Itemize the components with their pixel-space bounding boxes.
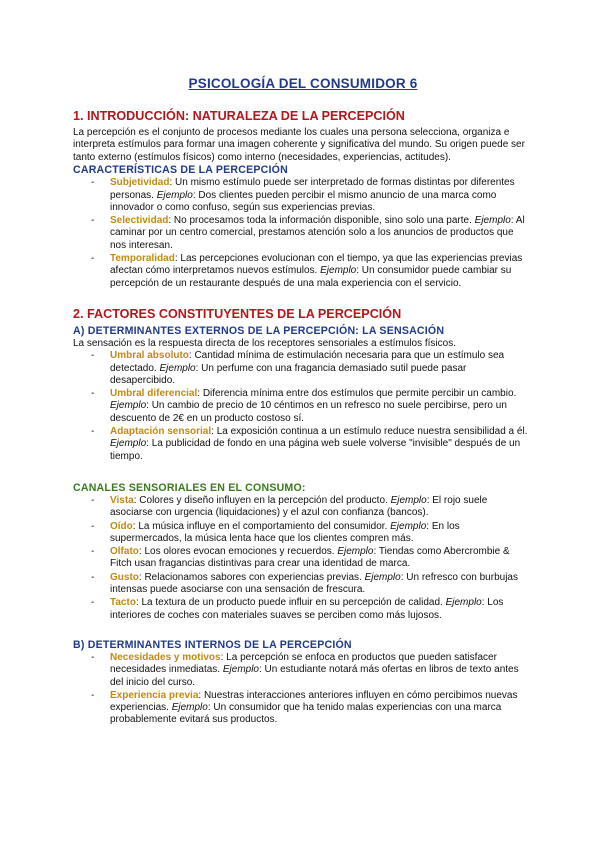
term-description: : Las percepciones evolucionan con el tiempo, ya que las experiencias previas afectan cómo interpretamos nuevos estímulos. [110,253,523,277]
example-text: : Los interiores de coches con materiales suaves se perciben como más lujosos. [110,597,504,621]
bullet-dash: - [91,689,95,701]
term-label: Umbral diferencial [110,388,198,400]
example-label: Ejemplo [320,265,357,277]
example-text: : Un perfume con una fragancia demasiado sutil puede pasar desapercibido. [110,362,467,386]
example-text: : Dos clientes pueden percibir el mismo anuncio de una marca como innovador o como confuso, según sus experiencias previas. [110,189,497,213]
document-title: PSICOLOGÍA DEL CONSUMIDOR 6 [188,76,418,91]
list-item [91,494,533,520]
example-label: Ejemplo [110,400,147,412]
example-label: Ejemplo [222,664,259,676]
example-text: : Al caminar por un centro comercial, prestamos atención solo a los anuncios de productos que nos interesan. [110,215,525,251]
term-label: Umbral absoluto [110,350,189,362]
characteristics-list [73,177,533,290]
example-label: Ejemplo [110,438,147,450]
term-description: : No procesamos toda la información disponible, sino solo una parte. [168,215,475,227]
term-description: : La percepción se enfoca en productos que pueden satisfacer necesidades inmediatas. [110,651,497,676]
term-description: : Colores y diseño influyen en la percepción del producto. [133,494,391,506]
internal-determinants-heading: B) DETERMINANTES INTERNOS DE LA PERCEPCIÓN [73,638,352,651]
document-page [73,76,533,728]
example-label: Ejemplo [390,494,427,506]
term-description: : La música influye en el comportamiento del consumidor. [132,520,391,532]
example-text: : En los supermercados, la música lenta hace que los clientes compren más. [110,520,460,544]
example-label: Ejemplo [337,546,374,558]
term-label: Olfato [110,546,139,558]
example-label: Ejemplo [474,215,511,227]
term-label: Temporalidad [110,253,175,264]
sensation-list [73,350,533,463]
bullet-dash: - [91,520,95,532]
example-text: : Un cambio de precio de 10 céntimos en un refresco no suele percibirse, pero un descuento de 2€ en un producto costoso sí. [110,400,507,424]
bullet-dash: - [91,177,95,189]
list-item [91,253,533,290]
example-text: : La publicidad de fondo en una página web suele volverse "invisible" después de un tiempo. [110,438,521,462]
term-label: Oído [110,520,133,532]
example-text: : Un estudiante notará más ofertas en libros de texto antes del inicio del curso. [110,664,519,688]
term-label: Selectividad [110,215,169,227]
list-item [91,546,533,571]
bullet-dash: - [91,571,95,583]
term-description: : Los olores evocan emociones y recuerdos. [138,546,338,558]
example-label: Ejemplo [159,362,196,374]
bullet-dash: - [91,651,95,663]
term-description: : La textura de un producto puede influir en su percepción de calidad. [135,597,446,609]
section-2-heading: 2. FACTORES CONSTITUYENTES DE LA PERCEPCIÓN [73,306,402,321]
term-description: : Diferencia mínima entre dos estímulos que permite percibir un cambio. [197,388,517,400]
term-description: : La exposición continua a un estímulo reduce nuestra sensibilidad a él. [211,426,528,438]
list-item [91,689,533,727]
example-text: : Un consumidor que ha tenido malas experiencias con una marca probablemente evitará sus productos. [110,702,502,726]
term-description: : Cantidad mínima de estimulación necesaria para que un estímulo sea detectado. [110,350,505,374]
bullet-dash: - [91,546,95,558]
example-label: Ejemplo [445,597,482,609]
sensory-channels-heading: CANALES SENSORIALES EN EL CONSUMO: [73,481,306,494]
term-label: Tacto [110,597,136,609]
bullet-dash: - [91,253,95,264]
bullet-dash: - [91,597,95,609]
bullet-dash: - [91,388,95,400]
term-label: Adaptación sensorial [110,426,212,438]
bullet-dash: - [91,426,95,438]
example-label: Ejemplo [390,520,427,532]
list-item [91,426,533,463]
list-item [91,388,533,425]
example-text: : Un refresco con burbujas intensas puede asociarse con una sensación de frescura. [110,571,518,596]
list-item [91,520,533,546]
term-label: Necesidades y motivos [110,651,221,663]
bullet-dash: - [91,215,95,227]
section-2-intro: La sensación es la respuesta directa de los receptores sensoriales a estímulos físicos. [73,337,456,349]
example-text: : El rojo suele asociarse con urgencia (liquidaciones) y el azul con confianza (bancos). [110,494,488,519]
section-1-intro: La percepción es el conjunto de procesos mediante los cuales una persona selecciona, organiza e interpreta estímulos para formar una imagen coherente y significativa del mundo. Su origen puede ser tanto externo (estímulos físicos) como interno (necesidades, experiencias, actitudes). [73,127,525,163]
term-description: : Un mismo estímulo puede ser interpretado de formas distintas por diferentes personas. [110,177,515,201]
bullet-dash: - [91,350,95,362]
list-item [91,350,533,387]
example-text: : Un consumidor puede cambiar su percepción de un restaurante después de una mala experiencia con el servicio. [110,265,512,289]
example-label: Ejemplo [156,189,193,201]
list-item [91,177,533,214]
list-item [91,571,533,597]
term-description: : Relacionamos sabores con experiencias previas. [138,571,365,583]
internal-determinants-list [73,652,533,727]
term-label: Vista [110,494,134,506]
example-text: : Tiendas como Abercrombie & Fitch usan fragancias distintivas para crear una identidad de marca. [110,546,510,570]
list-item [91,651,533,689]
term-label: Subjetividad [110,177,170,189]
list-item [91,597,533,622]
sensory-channels-list [73,495,533,622]
external-determinants-heading: A) DETERMINANTES EXTERNOS DE LA PERCEPCIÓN: LA SENSACIÓN [73,324,445,337]
example-label: Ejemplo [364,571,401,583]
bullet-dash: - [91,494,95,506]
example-label: Ejemplo [171,702,208,714]
characteristics-heading: CARACTERÍSTICAS DE LA PERCEPCIÓN [73,164,288,177]
term-description: : Nuestras interacciones anteriores influyen en cómo percibimos nuevas experiencias. [110,689,518,714]
list-item [91,215,533,252]
term-label: Gusto [110,571,139,583]
section-1-heading: 1. INTRODUCCIÓN: NATURALEZA DE LA PERCEPCIÓN [73,109,405,123]
term-label: Experiencia previa [110,689,199,701]
